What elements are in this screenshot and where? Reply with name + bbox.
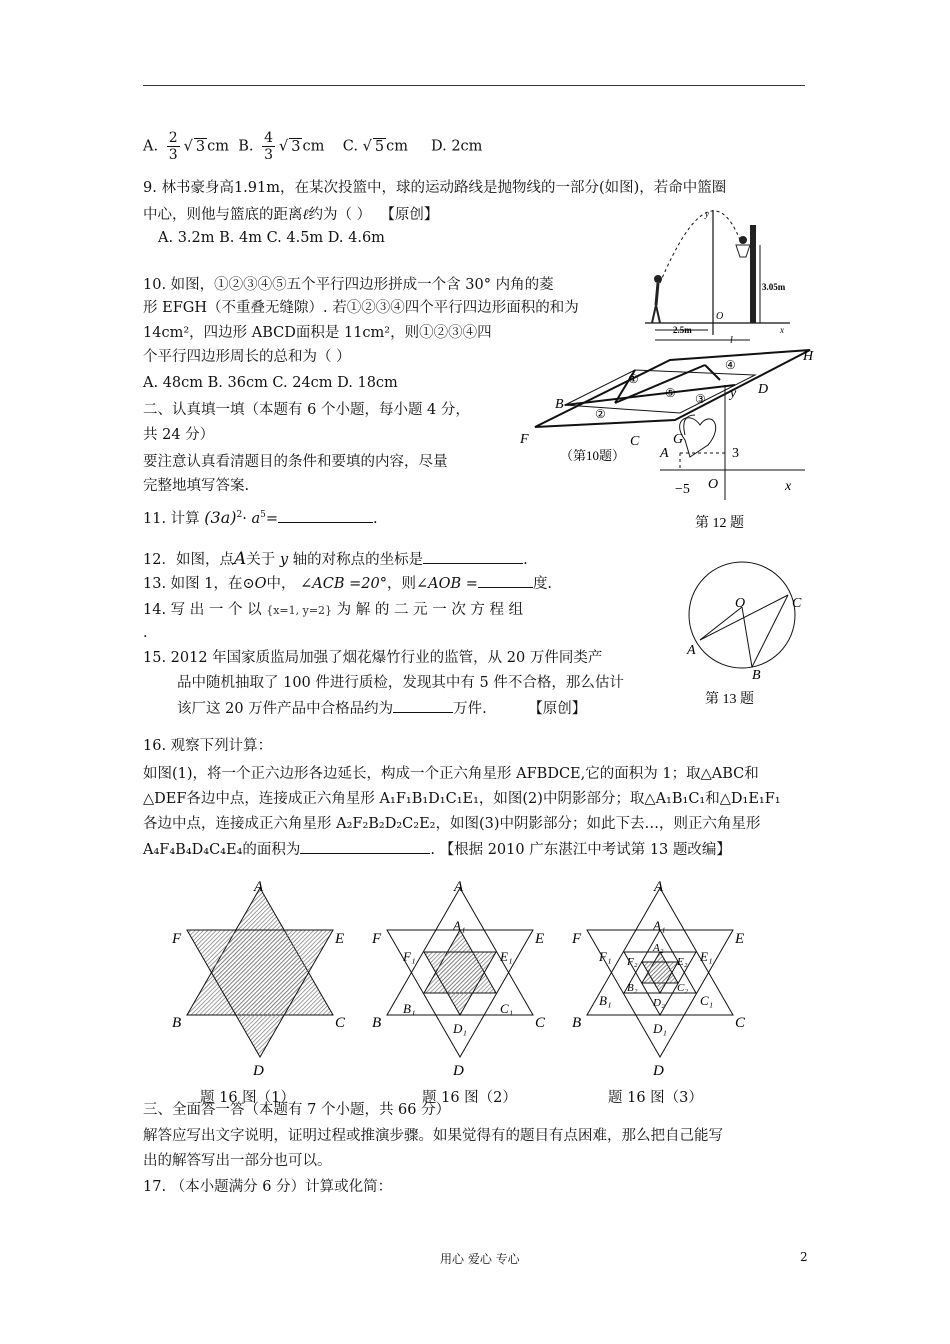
q13-angle1: ∠ACB =20°: [300, 576, 387, 592]
q13-end: 度.: [532, 576, 553, 592]
dist-label: 2.5m: [673, 325, 692, 335]
x-label: x: [780, 325, 784, 335]
q16-line3: 各边中点，连接成正六角星形 A₂F₂B₂D₂C₂E₂，如图(3)中阴影部分；如此下去…，则正六角星形: [143, 816, 761, 832]
q9-options: A. 3.2m B. 4m C. 4.5m D. 4.6m: [158, 230, 385, 246]
label-a: A: [660, 446, 669, 461]
q16-line2: △DEF各边中点，连接成正六角星形 A₁F₁B₁D₁C₁E₁，如图(2)中阴影部分；取△A₁B₁C₁和△D₁E₁F₁: [143, 791, 781, 807]
line-cb: [752, 595, 788, 667]
footer-motto: 用心 爱心 专心: [440, 1252, 520, 1266]
q16-line4: [143, 841, 731, 859]
label-b: B: [372, 1015, 382, 1031]
section2-title-2: 共 24 分）: [143, 427, 215, 443]
label-neg5: −5: [675, 482, 690, 497]
q8-option-c-unit: cm: [386, 138, 408, 155]
q15-line2: 品中随机抽取了 100 件进行质检，发现其中有 5 件不合格，那么估计: [177, 675, 624, 691]
fig16-1-star: [165, 875, 355, 1080]
label-e: E: [335, 931, 345, 947]
label-b: B: [752, 668, 761, 683]
section3-instruction: 解答应写出文字说明，证明过程或推演步骤。如果觉得有的题目有点困难，那么把自己能写: [143, 1128, 723, 1144]
label-e: E: [735, 931, 745, 947]
q10-options: A. 48cm B. 36cm C. 24cm D. 18cm: [143, 375, 398, 391]
q11-a: a: [251, 511, 261, 527]
q11-base: (3a): [204, 508, 237, 527]
q16-source: . 【根据 2010 广东湛江中考试第 13 题改编】: [430, 842, 731, 858]
label-f2: F₂: [627, 956, 638, 968]
label-d2: D₂: [653, 997, 665, 1009]
label-c: C: [630, 434, 640, 449]
q8-option-a-fraction: [167, 130, 180, 163]
q9-l-symbol: ℓ: [302, 207, 309, 223]
origin-label: O: [716, 311, 724, 322]
label-h: H: [803, 349, 814, 364]
q12-text1: 12．如图，点: [143, 552, 234, 568]
section2-title: 二、认真填一填（本题有 6 个小题，每小题 4 分，: [143, 402, 470, 418]
q15-line1: 15. 2012 年国家质监局加强了烟花爆竹行业的监管，从 20 万件同类产: [143, 650, 603, 666]
label-c2: C₂: [677, 982, 689, 994]
q13-angle2: ∠AOB =: [416, 576, 478, 592]
label-c: C: [792, 596, 802, 611]
q11-answer-blank[interactable]: [278, 510, 373, 523]
q12-answer-blank[interactable]: [423, 551, 523, 564]
label-f: F: [372, 931, 382, 947]
q17-title: 17. （本小题满分 6 分）计算或化简：: [143, 1179, 393, 1195]
q11-end: .: [372, 511, 378, 527]
q8-option-b-fraction: [262, 130, 275, 163]
label-c1: C₁: [700, 993, 714, 1008]
label-a: A: [254, 879, 264, 895]
q11-eq: =: [265, 511, 278, 527]
label-2: ②: [595, 407, 606, 421]
label-c: C: [335, 1015, 346, 1031]
label-d: D: [453, 1063, 464, 1079]
q16-answer-blank[interactable]: [300, 841, 430, 854]
q11-exp2: 5: [260, 510, 266, 521]
q8-option-b-label: B.: [238, 138, 254, 155]
q8-option-b-radicand: 3: [291, 138, 301, 155]
frac-den: 3: [264, 147, 273, 164]
fig16-3-star: [565, 875, 755, 1080]
label-a2: A₂: [653, 942, 664, 954]
circle-o: [689, 562, 795, 668]
q11: [143, 508, 378, 528]
label-e1: E₁: [700, 949, 713, 964]
label-b2: B₂: [627, 982, 638, 994]
label-a: A: [454, 879, 464, 895]
y-label: y: [705, 209, 709, 219]
label-g: G: [673, 432, 684, 447]
label-c1: C₁: [500, 1001, 514, 1016]
fig13-caption: 第 13 题: [705, 692, 754, 707]
q8-option-a-label: A.: [143, 138, 159, 155]
fig13-circle-figure: [680, 555, 815, 715]
q10-line3: 14cm²，四边形 ABCD面积是 11cm²，则①②③④四: [143, 325, 492, 341]
q8-option-c-label: C.: [342, 138, 358, 155]
q13-text3: ，则: [387, 576, 416, 592]
q14: [143, 602, 523, 619]
label-b: B: [572, 1015, 582, 1031]
label-f: F: [520, 432, 529, 447]
q9-line1: 9. 林书豪身高1.91m，在某次投篮中，球的运动路线是抛物线的一部分(如图)，若命中篮圈: [143, 180, 727, 196]
label-d: D: [253, 1063, 264, 1079]
label-c: C: [535, 1015, 546, 1031]
label-o: O: [708, 477, 719, 492]
q8-option-a-unit: cm: [207, 138, 229, 155]
fig16-2-star: [365, 875, 555, 1080]
section2-instruction: 要注意认真看清题目的条件和要填的内容，尽量: [143, 454, 448, 470]
q13-o: O: [254, 576, 267, 592]
q10-line2: 形 EFGH（不重叠无缝隙）. 若①②③④四个平行四边形面积的和为: [143, 300, 579, 316]
q11-exp1: 2: [236, 510, 243, 521]
label-d: D: [758, 382, 769, 397]
q12-y: y: [279, 552, 289, 568]
label-b1: B₁: [599, 993, 612, 1008]
fig16-caption-2: 题 16 图（2）: [422, 1090, 517, 1106]
label-1: ①: [628, 372, 639, 386]
fig16-caption-3: 题 16 图（3）: [608, 1090, 703, 1106]
label-b1: B₁: [403, 1001, 416, 1016]
label-e2: E₂: [677, 956, 688, 968]
q8-option-c-radicand: 5: [374, 138, 385, 155]
section2-instruction-2: 完整地填写答案.: [143, 478, 250, 494]
fig16-caption-1: 题 16 图（1）: [200, 1090, 295, 1106]
label-b: B: [172, 1015, 182, 1031]
q13: [143, 575, 552, 593]
label-d: D: [653, 1063, 664, 1079]
q14-text2: 为 解 的 二 元 一 次 方 程 组: [336, 602, 524, 618]
page-number: 2: [800, 1250, 808, 1264]
q8-option-a-radicand: 3: [195, 138, 206, 155]
q15-unit: 万件.: [453, 701, 487, 717]
label-a1: A₁: [653, 918, 666, 933]
q13-answer-blank[interactable]: [478, 575, 533, 588]
frac-num: 4: [264, 130, 273, 146]
q11-dot: ·: [242, 511, 247, 527]
basket-hoop-icon: [736, 225, 756, 323]
section3-title: 三、全面答一答（本题有 7 个小题，共 66 分）: [143, 1102, 451, 1118]
label-c: C: [735, 1015, 746, 1031]
heart-icon: [680, 418, 716, 457]
q9-tag: 【原创】: [380, 207, 439, 223]
label-e: E: [535, 931, 545, 947]
label-3: ③: [695, 392, 706, 406]
q16-line1: 如图(1)，将一个正六边形各边延长，构成一个正六角星形 AFBDCE,它的面积为 1；取△ABC和: [143, 766, 759, 782]
q12-end: .: [523, 552, 528, 568]
label-f: F: [172, 931, 182, 947]
label-b: B: [555, 397, 564, 412]
label-e1: E₁: [500, 949, 513, 964]
q13-text2: 中，: [266, 576, 296, 592]
q14-text: 14. 写 出 一 个 以: [143, 602, 262, 618]
q14-system: {x=1, y=2}: [266, 604, 333, 617]
height-label: 3.05m: [762, 282, 786, 292]
label-4: ④: [725, 358, 736, 372]
section3-instruction-2: 出的解答写出一部分也可以。: [143, 1153, 332, 1169]
q15-tag: 【原创】: [528, 701, 587, 717]
frac-den: 3: [168, 147, 178, 164]
l-label: l: [730, 335, 733, 345]
q12-text2: 关于: [246, 552, 276, 568]
q15-answer-blank[interactable]: [393, 700, 453, 713]
q13-text1: 13. 如图 1，在⊙: [143, 576, 255, 592]
q10-line1: 10. 如图，①②③④⑤五个平行四边形拼成一个含 30° 内角的菱: [143, 277, 554, 293]
q11-label: 11. 计算: [143, 511, 200, 527]
q16-text: A₄F₄B₄D₄C₄E₄的面积为: [143, 842, 301, 858]
divider-4: [705, 365, 720, 380]
label-f1: F₁: [403, 949, 416, 964]
label-a: A: [687, 643, 696, 658]
label-d1: D₁: [653, 1021, 667, 1036]
q14-dot: .: [143, 625, 148, 641]
label-x: x: [785, 479, 792, 494]
label-5: ⑤: [665, 386, 676, 400]
q9-paren: 约为（ ）: [308, 207, 372, 223]
q8-option-d: D. 2cm: [431, 138, 483, 155]
label-f: F: [572, 931, 582, 947]
fig10-caption: （第10题）: [560, 448, 626, 463]
label-f1: F₁: [599, 949, 612, 964]
label-d1: D₁: [453, 1021, 467, 1036]
ball-trajectory: [660, 211, 740, 283]
fig12-caption: 第 12 题: [695, 516, 744, 531]
label-o: O: [735, 596, 746, 611]
line-ao: [700, 607, 742, 640]
label-a: A: [654, 879, 664, 895]
frac-num: 2: [168, 130, 178, 146]
basketball-figure: [640, 205, 800, 345]
q9-line2: [143, 207, 438, 224]
fig12-coordinate-figure: [560, 385, 810, 535]
label-3: 3: [732, 446, 739, 461]
q8-option-b-unit: cm: [302, 138, 325, 155]
q12: [143, 549, 528, 569]
q16-title: 16. 观察下列计算：: [143, 738, 273, 754]
q12-text3: 轴的对称点的坐标是: [292, 552, 424, 568]
q15-text: 该厂这 20 万件产品中合格品约为: [177, 701, 394, 717]
label-y: y: [730, 386, 737, 401]
q9-text: 中心，则他与篮底的距离: [143, 207, 303, 223]
q15-line3: [177, 700, 586, 718]
header-rule: [143, 85, 805, 86]
label-a1: A₁: [453, 918, 466, 933]
q10-line4: 个平行四边形周长的总和为（ ）: [143, 349, 351, 365]
q12-a: A: [233, 549, 247, 569]
q8-options: A. $\frac{2}{3}$ √ 3 cm B. $\frac{4}{3}$ √ 3 cm C. √ 5 cm D. 2cm: [143, 130, 483, 164]
